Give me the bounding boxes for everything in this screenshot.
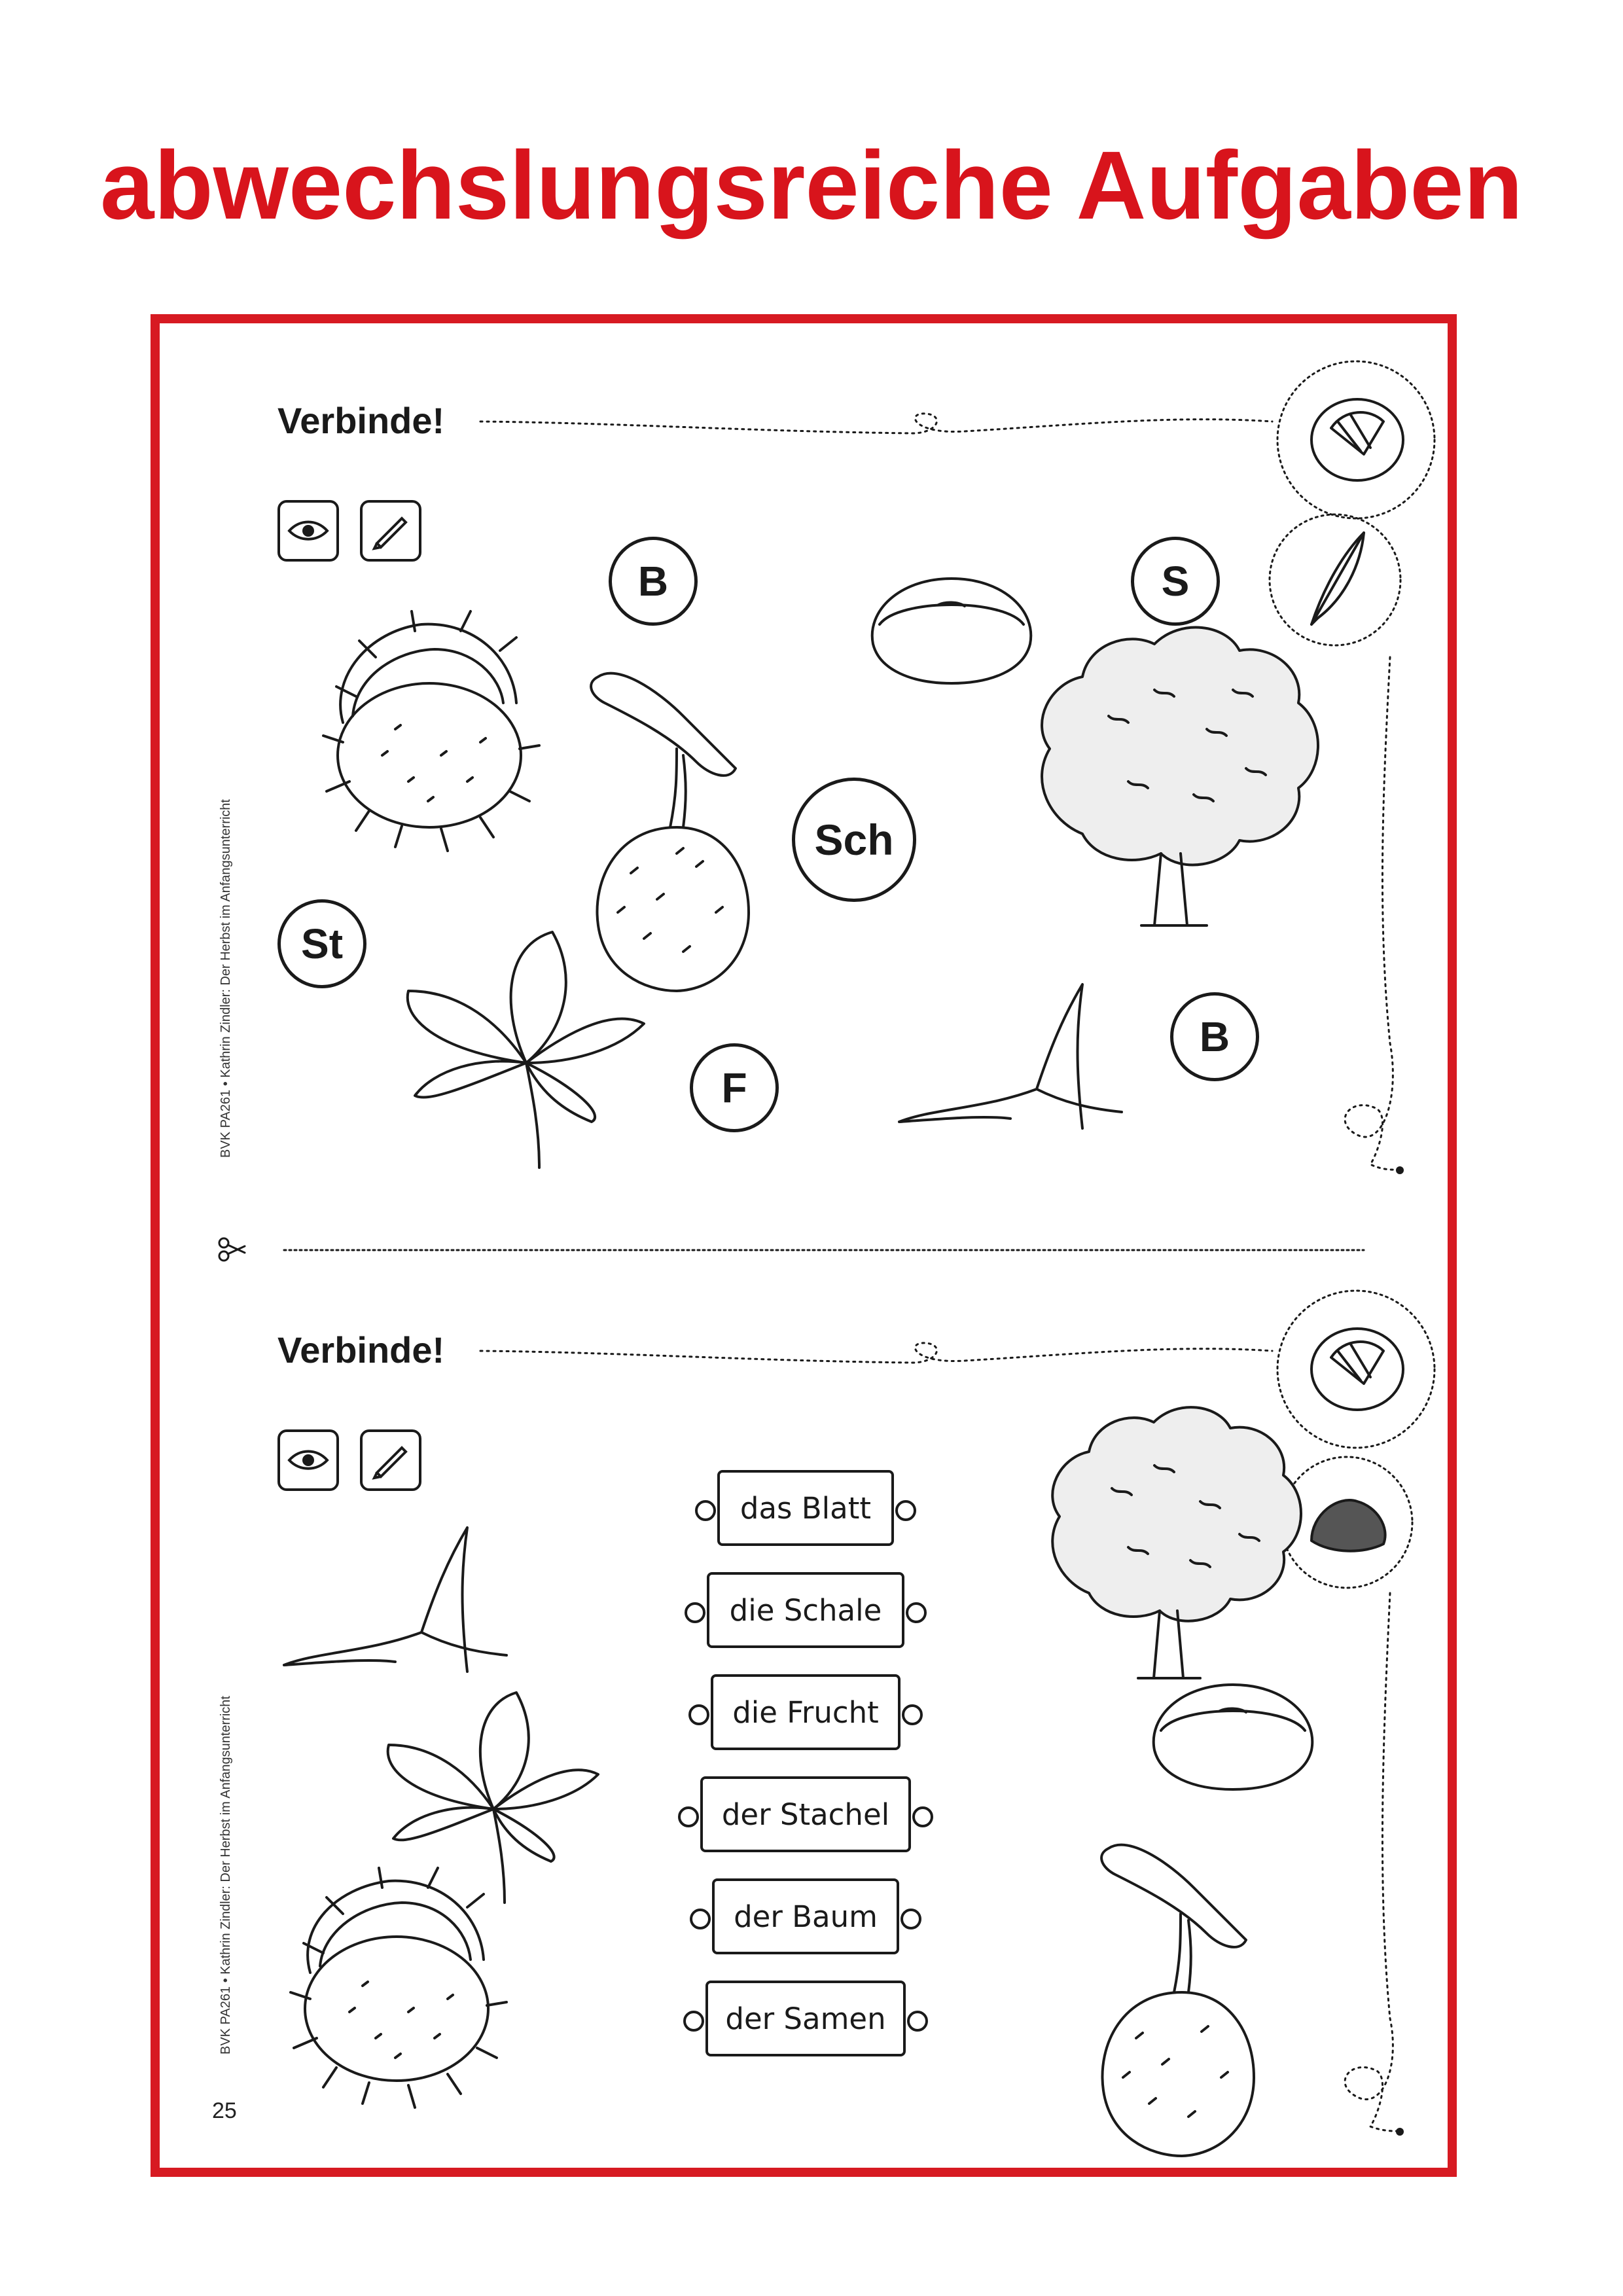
pencil-icon bbox=[363, 1432, 419, 1488]
credit-line-2: BVK PA261 • Kathrin Zindler: Der Herbst im Anfangsunterricht bbox=[219, 1696, 233, 2054]
chestnut-burr-icon-1 bbox=[1277, 361, 1435, 518]
tree-drawing-2 bbox=[1052, 1407, 1301, 1678]
connector-dot-right[interactable] bbox=[912, 1806, 933, 1827]
dotted-path-side-1 bbox=[1345, 657, 1399, 1170]
word-label: der Stachel bbox=[721, 1797, 890, 1832]
word-label: die Frucht bbox=[732, 1695, 879, 1730]
chestnut-seed-drawing-1 bbox=[872, 579, 1031, 683]
chestnut-burr-drawing-2 bbox=[291, 1868, 507, 2108]
letter-circle-F: F bbox=[690, 1043, 779, 1132]
connector-dot-left[interactable] bbox=[683, 2011, 704, 2032]
credit-line-1: BVK PA261 • Kathrin Zindler: Der Herbst im Anfangsunterricht bbox=[219, 799, 233, 1158]
leaf-drawing-1 bbox=[408, 932, 644, 1168]
headline: abwechslungsreiche Aufgaben bbox=[100, 132, 1523, 240]
connector-dot-left[interactable] bbox=[678, 1806, 699, 1827]
connector-dot-right[interactable] bbox=[901, 1909, 921, 1929]
feather-icon-1 bbox=[1270, 514, 1400, 645]
word-card-der-samen[interactable] bbox=[705, 1981, 906, 2056]
spike-drawing-1 bbox=[899, 984, 1122, 1128]
dotted-path-top-1 bbox=[480, 414, 1272, 433]
spike-drawing-2 bbox=[284, 1528, 507, 1672]
dotted-path-side-2 bbox=[1345, 1593, 1399, 2131]
leaf-drawing-2 bbox=[388, 1693, 598, 1903]
letter-circle-B-1: B bbox=[609, 537, 698, 626]
task-title-2: Verbinde! bbox=[277, 1329, 445, 1371]
letter-circle-S: S bbox=[1131, 537, 1220, 626]
word-card-der-baum[interactable] bbox=[712, 1878, 899, 1954]
word-label: das Blatt bbox=[740, 1490, 872, 1526]
pencil-icon bbox=[363, 503, 419, 559]
word-card-die-frucht[interactable] bbox=[711, 1674, 901, 1750]
task-title-1: Verbinde! bbox=[277, 400, 445, 441]
chestnut-fruit-drawing-1 bbox=[591, 673, 749, 991]
connector-dot-right[interactable] bbox=[906, 1602, 927, 1623]
worksheet-frame bbox=[151, 314, 1457, 2177]
tree-drawing-1 bbox=[1042, 628, 1318, 925]
eye-icon-box-1 bbox=[277, 500, 339, 562]
connector-dot-right[interactable] bbox=[895, 1500, 916, 1521]
chestnut-burr-drawing-1 bbox=[323, 611, 539, 851]
word-label: der Baum bbox=[734, 1899, 878, 1934]
eye-icon bbox=[280, 1432, 336, 1488]
eye-icon bbox=[280, 503, 336, 559]
letter-circle-Sch: Sch bbox=[792, 778, 916, 902]
word-card-das-blatt[interactable] bbox=[717, 1470, 894, 1546]
pencil-icon-box-1 bbox=[360, 500, 421, 562]
dotted-path-top-2 bbox=[480, 1343, 1272, 1363]
connector-dot-right[interactable] bbox=[902, 1704, 923, 1725]
pencil-icon-box-2 bbox=[360, 1429, 421, 1491]
eye-icon-box-2 bbox=[277, 1429, 339, 1491]
connector-dot-left[interactable] bbox=[685, 1602, 705, 1623]
connector-dot-right[interactable] bbox=[907, 2011, 928, 2032]
chestnut-seed-drawing-2 bbox=[1154, 1685, 1313, 1789]
scissors-icon bbox=[219, 1238, 245, 1261]
letter-circle-St: St bbox=[277, 899, 366, 988]
word-label: der Samen bbox=[725, 2001, 886, 2036]
chestnut-fruit-drawing-2 bbox=[1101, 1845, 1254, 2156]
connector-dot-left[interactable] bbox=[690, 1909, 711, 1929]
letter-circle-B-2: B bbox=[1170, 992, 1259, 1081]
chestnut-burr-icon-2 bbox=[1277, 1291, 1435, 1448]
word-label: die Schale bbox=[729, 1592, 882, 1628]
word-card-die-schale[interactable] bbox=[707, 1572, 904, 1648]
page-number: 25 bbox=[212, 2098, 237, 2123]
connector-dot-left[interactable] bbox=[695, 1500, 716, 1521]
connector-dot-left[interactable] bbox=[688, 1704, 709, 1725]
word-card-der-stachel[interactable] bbox=[700, 1776, 911, 1852]
